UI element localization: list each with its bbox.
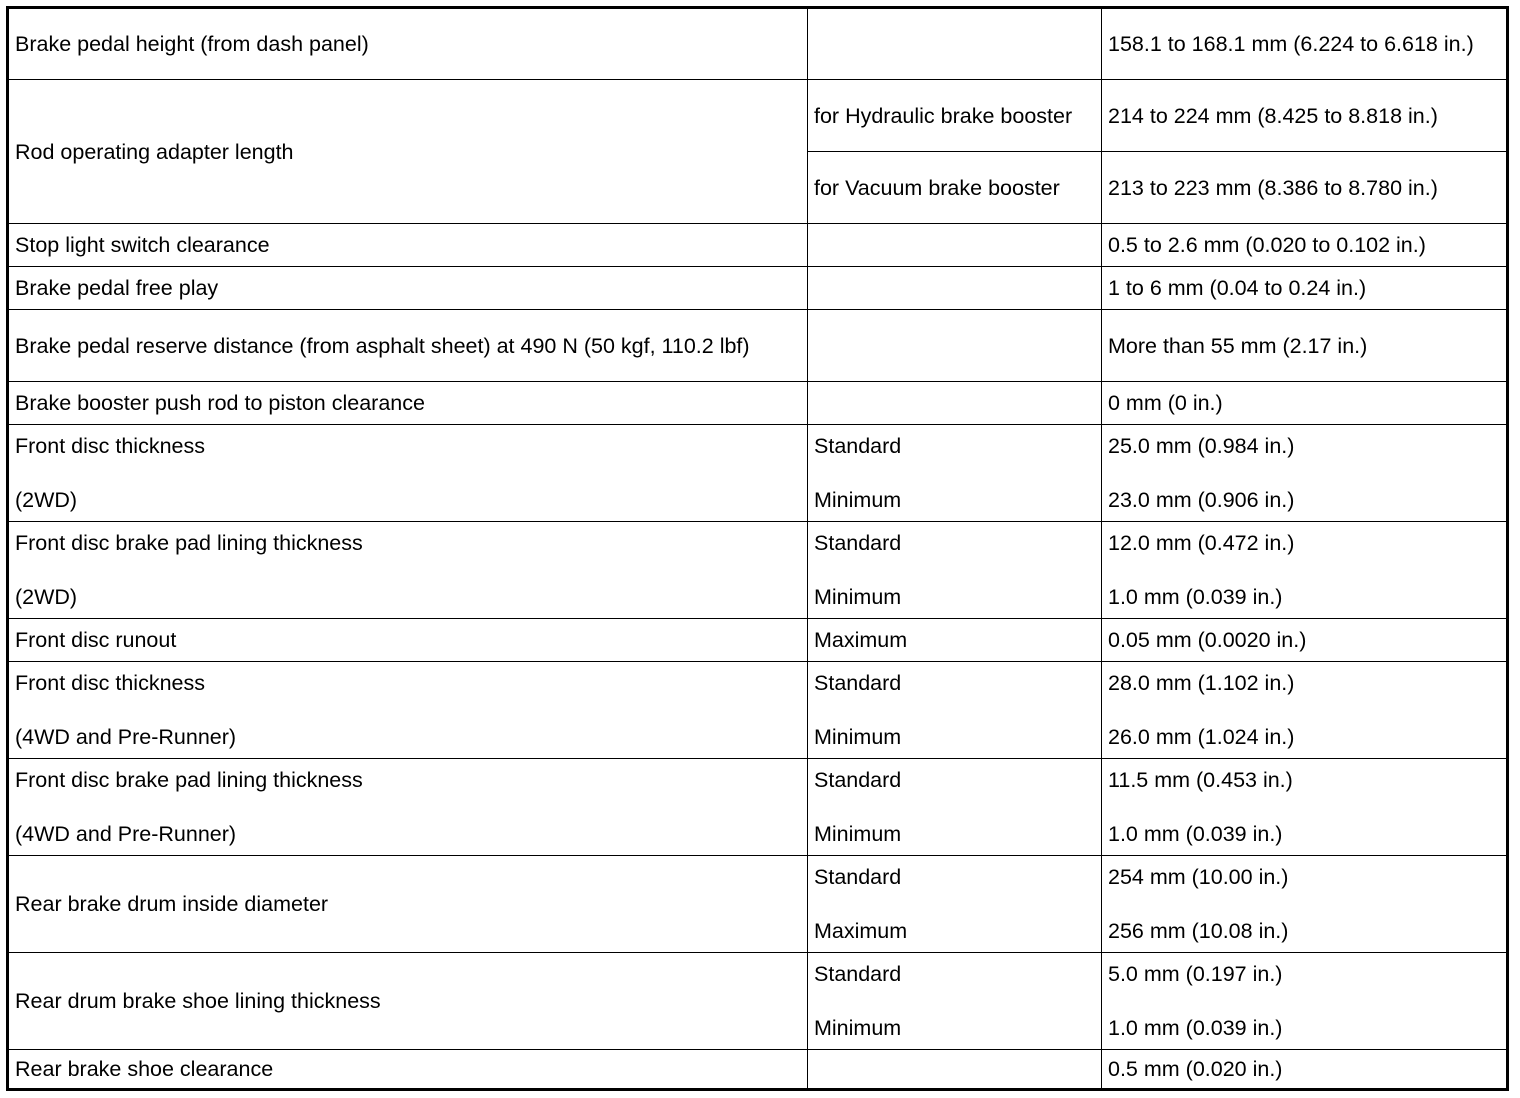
value-cell: 5.0 mm (0.197 in.) 1.0 mm (0.039 in.) [1102,953,1508,1050]
condition-cell: Standard Minimum [808,662,1102,759]
condition-cell [808,1050,1102,1090]
table-row [8,425,1508,522]
condition-cell: Standard Minimum [808,953,1102,1050]
item-cell: Brake booster push rod to piston clearance [8,382,808,425]
table-row [8,662,1508,759]
value-cell: 254 mm (10.00 in.) 256 mm (10.08 in.) [1102,856,1508,953]
table-row [8,1050,1508,1090]
value-cell: More than 55 mm (2.17 in.) [1102,310,1508,382]
condition-cell: Standard Minimum [808,522,1102,619]
table-row [8,382,1508,425]
value-cell: 12.0 mm (0.472 in.) 1.0 mm (0.039 in.) [1102,522,1508,619]
item-cell: Rear brake drum inside diameter [8,856,808,953]
brake-specifications-table [6,6,1509,1091]
value-cell: 11.5 mm (0.453 in.) 1.0 mm (0.039 in.) [1102,759,1508,856]
condition-cell [808,224,1102,267]
item-cell: Front disc brake pad lining thickness (2WD) [8,522,808,619]
value-cell: 0.5 to 2.6 mm (0.020 to 0.102 in.) [1102,224,1508,267]
item-cell: Front disc brake pad lining thickness (4WD and Pre-Runner) [8,759,808,856]
condition-cell: for Vacuum brake booster [808,152,1102,224]
table-row [8,759,1508,856]
item-cell: Front disc thickness (2WD) [8,425,808,522]
value-cell: 213 to 223 mm (8.386 to 8.780 in.) [1102,152,1508,224]
value-cell: 0.5 mm (0.020 in.) [1102,1050,1508,1090]
table-row [8,619,1508,662]
table-row [8,8,1508,80]
table-row [8,80,1508,152]
item-cell: Front disc thickness (4WD and Pre-Runner) [8,662,808,759]
item-cell: Rear brake shoe clearance [8,1050,808,1090]
item-cell: Rear drum brake shoe lining thickness [8,953,808,1050]
table-row [8,224,1508,267]
condition-cell [808,382,1102,425]
item-cell: Rod operating adapter length [8,80,808,224]
item-cell: Brake pedal reserve distance (from asphalt sheet) at 490 N (50 kgf, 110.2 lbf) [8,310,808,382]
table-row [8,856,1508,953]
table-row [8,267,1508,310]
value-cell: 0.05 mm (0.0020 in.) [1102,619,1508,662]
item-cell: Front disc runout [8,619,808,662]
item-cell: Stop light switch clearance [8,224,808,267]
condition-cell: Maximum [808,619,1102,662]
value-cell: 25.0 mm (0.984 in.) 23.0 mm (0.906 in.) [1102,425,1508,522]
value-cell: 28.0 mm (1.102 in.) 26.0 mm (1.024 in.) [1102,662,1508,759]
value-cell: 158.1 to 168.1 mm (6.224 to 6.618 in.) [1102,8,1508,80]
value-cell: 214 to 224 mm (8.425 to 8.818 in.) [1102,80,1508,152]
table-row [8,522,1508,619]
condition-cell: Standard Minimum [808,759,1102,856]
item-cell: Brake pedal height (from dash panel) [8,8,808,80]
value-cell: 0 mm (0 in.) [1102,382,1508,425]
condition-cell [808,267,1102,310]
table-row [8,310,1508,382]
table-row [8,953,1508,1050]
condition-cell: Standard Minimum [808,425,1102,522]
item-cell: Brake pedal free play [8,267,808,310]
condition-cell: Standard Maximum [808,856,1102,953]
condition-cell: for Hydraulic brake booster [808,80,1102,152]
value-cell: 1 to 6 mm (0.04 to 0.24 in.) [1102,267,1508,310]
condition-cell [808,8,1102,80]
condition-cell [808,310,1102,382]
